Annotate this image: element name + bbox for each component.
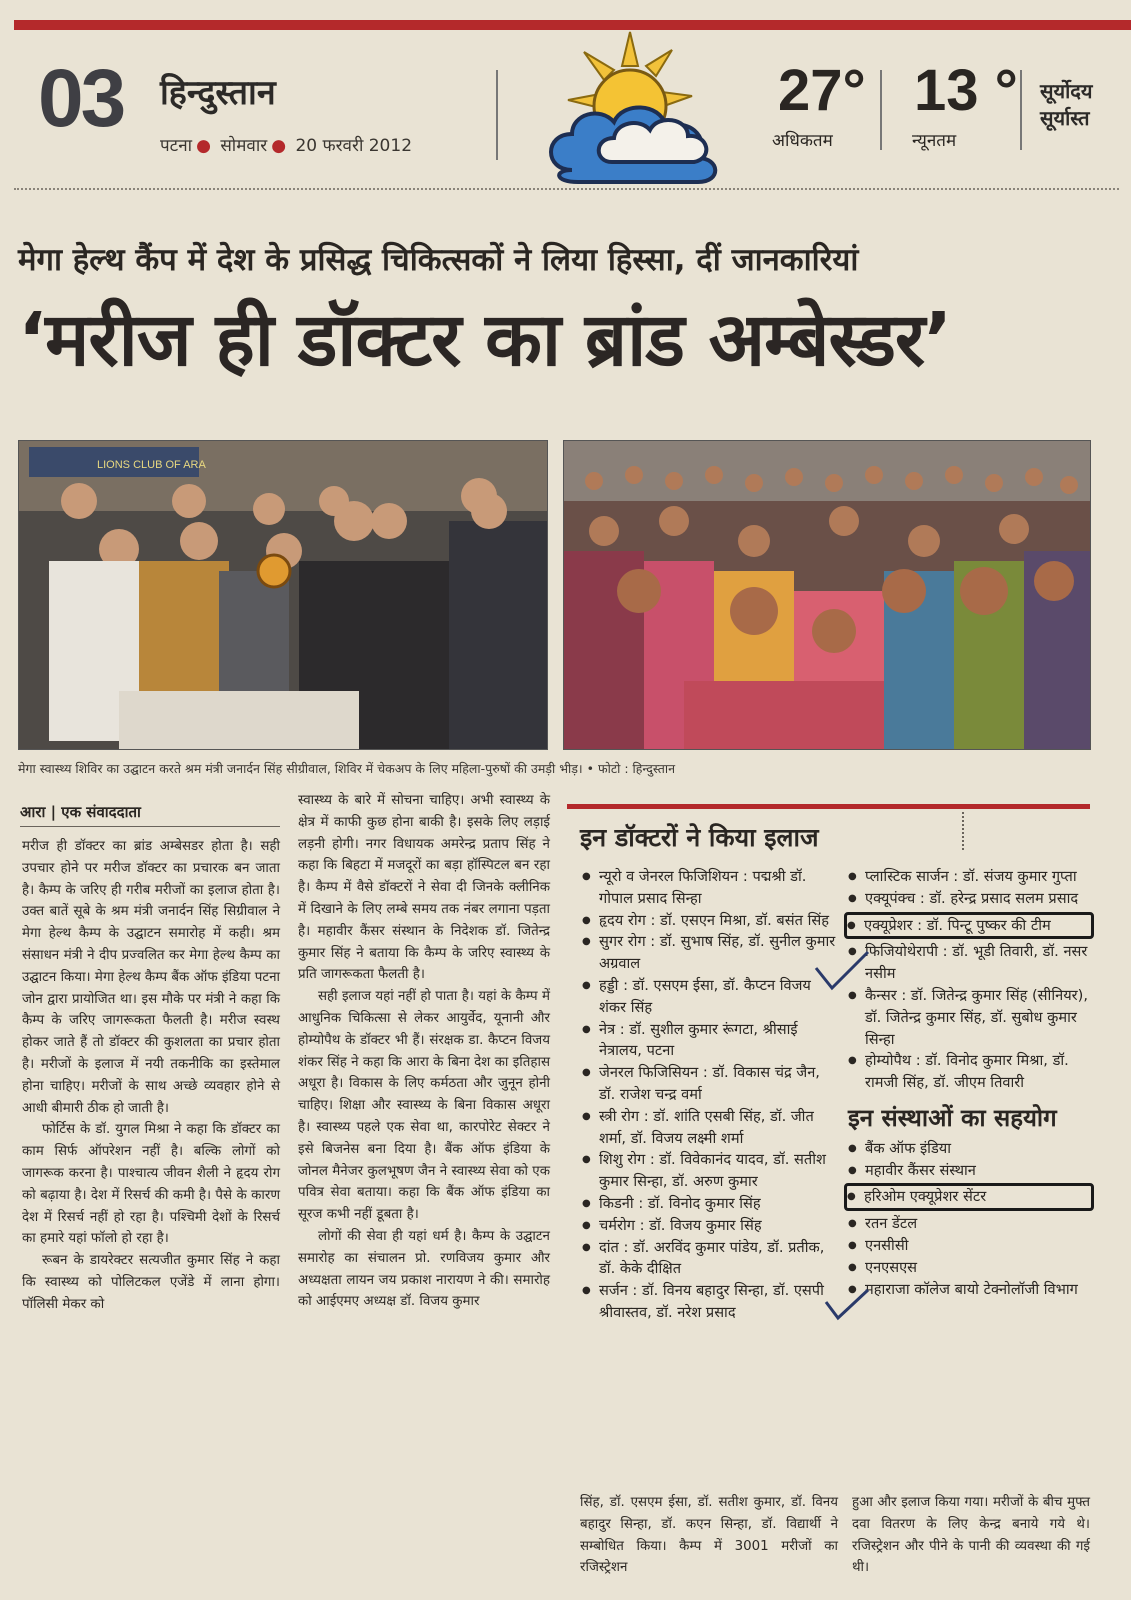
sun-divider (1020, 70, 1022, 150)
doctor-item: ● शिशु रोग : डॉ. विवेकानंद यादव, डॉ. सतीश कुमार सिन्हा, डॉ. अरुण कुमार (582, 1149, 837, 1193)
temp-divider (880, 70, 882, 150)
article-kicker: मेगा हेल्थ कैंप में देश के प्रसिद्ध चिकित्सकों ने लिया हिस्सा, दीं जानकारियां (18, 242, 859, 278)
sun-times (1040, 78, 1093, 132)
article-column-4 (852, 1492, 1090, 1579)
col2-para-1: स्वास्थ्य के बारे में सोचना चाहिए। अभी स्वास्थ्य के क्षेत्र में काफी कुछ होना बाकी है। इसके लिए लड़ाई लड़नी होगी। नगर विधायक अमरेन्द्र प्रताप सिंह ने कहा कि बिहटा में मजदूरों का बड़ा हॉस्पिटल बन रहा है। कैम्प में वैसे डॉक्टरों ने सेवा दी जिनके क्लीनिक में दिखाने के लिए लम्बे समय तक नंबर लगाना पड़ता है। महावीर कैंसर संस्थान के निदेशक डॉ. जितेन्द्र कुमार सिंह ने बताया कि कैम्प के जरिए स्वास्थ्य के प्रति जागरूकता फैलती है। (298, 793, 550, 983)
doctor-item: ● स्त्री रोग : डॉ. शांति एसबी सिंह, डॉ. जीत शर्मा, डॉ. विजय लक्ष्मी शर्मा (582, 1106, 837, 1150)
doctor-item: ● प्लास्टिक सार्जन : डॉ. संजय कुमार गुप्ता (848, 866, 1088, 888)
doctor-item: ● जेनरल फिजिसियन : डॉ. विकास चंद्र जैन, डॉ. राजेश चन्द्र वर्मा (582, 1062, 837, 1106)
dateline-city: पटना (160, 136, 193, 156)
max-temperature: 27° (778, 58, 866, 123)
support-item: ● एनएसएस (848, 1257, 1088, 1279)
dateline-date: 20 फरवरी 2012 (295, 136, 413, 156)
photo-caption: मेगा स्वास्थ्य शिविर का उद्घाटन करते श्रम मंत्री जनार्दन सिंह सीग्रीवाल, शिविर में चेकअप के लिए महिला-पुरुषों की उमड़ी भीड़। • फोटो : हिन्दुस्तान (18, 761, 676, 776)
doctors-list-left (582, 866, 837, 1324)
doctor-item: ● न्यूरो व जेनरल फिजिशियन : पद्मश्री डॉ. गोपाल प्रसाद सिन्हा (582, 866, 837, 910)
dateline-day: सोमवार (220, 136, 268, 156)
support-item: ● रतन डेंटल (848, 1213, 1088, 1235)
col1-para-2: फोर्टिस के डॉ. युगल मिश्रा ने कहा कि डॉक्टर का काम सिर्फ ऑपरेशन नहीं है। बल्कि लोगों को जागरूक करना है। पाश्चात्य जीवन शैली ने हृदय रोग को बढ़ाया है। देश में रिसर्च की कमी है। पैसे के कारण देश में रिसर्च नहीं हो रहा है। पश्चिमी देशों के रिसर्च का हमारे यहां फॉलो हो रहा है। (22, 1122, 280, 1247)
col1-para-3: रूबन के डायरेक्टर सत्यजीत कुमार सिंह ने कहा कि स्वास्थ्य को पोलिटकल एजेंडे में लाना होगा। पॉलिसी मेकर को (22, 1253, 280, 1312)
col4-para: हुआ और इलाज किया गया। मरीजों के बीच मुफ्त दवा वितरण के लिए केन्द्र बनाये गये थे। रजिस्ट्रेशन और पीने के पानी की व्यवस्था की गई थी। (852, 1495, 1090, 1576)
doctor-item: ● चर्मरोग : डॉ. विजय कुमार सिंह (582, 1215, 837, 1237)
doctor-item: ● हृदय रोग : डॉ. एसएन मिश्रा, डॉ. बसंत सिंह (582, 910, 837, 932)
byline: आरा | एक संवाददाता (20, 803, 141, 821)
col2-para-2: सही इलाज यहां नहीं हो पाता है। यहां के कैम्प में आधुनिक चिकित्सा से लेकर आयुर्वेद, यूनानी और होम्योपैथ के डॉक्टर भी हैं। संरक्षक डा. कैप्टन विजय शंकर सिंह ने कहा कि आरा के बिना देश का इतिहास अधूरा है। विकास के लिए कर्मठता और जुनून होनी चाहिए। शिक्षा और स्वास्थ्य के बिना विकास अधूरा है। स्वास्थ्य पहले एक सेवा था, कारपोरेट सेक्टर ने इसे बिजनेस बना दिया है। बैंक ऑफ इंडिया के जोनल मैनेजर कुलभूषण जैन ने स्वास्थ्य सेवा को एक पवित्र सेवा बताया। कहा कि बैंक ऑफ इंडिया का सूरज कभी नहीं डूबता है। (298, 989, 550, 1223)
doctors-list-right (848, 866, 1088, 1300)
doctor-item: ● कैन्सर : डॉ. जितेन्द्र कुमार सिंह (सीनियर), डॉ. जितेन्द्र कुमार सिंह, डॉ. सुबोध कुमार सिन्हा (848, 985, 1088, 1050)
banner-text: LIONS CLUB OF ARA (97, 459, 206, 471)
doctor-item: ● दांत : डॉ. अरविंद कुमार पांडेय, डॉ. प्रतीक, डॉ. केके दीक्षित (582, 1237, 837, 1281)
support-item: ● महाराजा कॉलेज बायो टेक्नोलॉजी विभाग (848, 1279, 1088, 1301)
support-item: ● महावीर कैंसर संस्थान (848, 1160, 1088, 1182)
doctor-item: ● होम्योपैथ : डॉ. विनोद कुमार मिश्रा, डॉ. रामजी सिंह, डॉ. जीएम तिवारी (848, 1050, 1088, 1094)
doctor-item: ● सुगर रोग : डॉ. सुभाष सिंह, डॉ. सुनील कुमार अग्रवाल (582, 931, 837, 975)
support-item-circled: ● हरिओम एक्यूप्रेशर सेंटर (844, 1183, 1094, 1211)
pen-check-mark-icon (812, 948, 872, 998)
sunrise-label: सूर्योदय (1040, 79, 1093, 103)
support-title: इन संस्थाओं का सहयोग (848, 1103, 1057, 1132)
photo-inauguration (18, 440, 548, 750)
newspaper-name: हिन्दुस्तान (160, 73, 276, 113)
doctor-item: ● सर्जन : डॉ. विनय बहादुर सिन्हा, डॉ. एसपी श्रीवास्तव, डॉ. नरेश प्रसाद (582, 1280, 837, 1324)
max-temperature-label: अधिकतम (772, 131, 833, 151)
page-number: 03 (38, 53, 124, 144)
masthead-divider (496, 70, 498, 160)
doctor-item: ● नेत्र : डॉ. सुशील कुमार रूंगटा, श्रीसाई नेत्रालय, पटना (582, 1019, 837, 1063)
doctors-box-rule (567, 804, 1090, 809)
doctor-item: ● फिजियोथेरापी : डॉ. भूडी तिवारी, डॉ. नसर नसीम (848, 941, 1088, 985)
weather-sun-cloud-icon (542, 30, 762, 190)
col1-para-1: मरीज ही डॉक्टर का ब्रांड अम्बेसडर होता है। सही उपचार होने पर मरीज डॉक्टर का प्रचारक बन जाता है। कैम्प के जरिए ही गरीब मरीजों का इलाज होता है। उक्त बातें सूबे के श्रम मंत्री जनार्दन सिंह सिग्रीवाल ने मेगा हेल्थ कैम्प के उद्घाटन समारोह में कही। श्रम संसाधन मंत्री ने दीप प्रज्वलित कर मेगा हेल्थ कैम्प का उद्घाटन किया। मेगा हेल्थ कैम्प बैंक ऑफ इंडिया पटना जोन द्वारा प्रायोजित था। इस मौके पर मंत्री ने कहा कि कैम्प के जरिए जागरूकता फैलती है। मरीज स्वस्थ होकर जाते हैं तो डॉक्टर की कुशलता का प्रचार होता है। मरीजों के इलाज में नयी तकनीकि का इस्तेमाल होना चाहिए। मरीजों के साथ अच्छे व्यवहार होने से आधी बीमारी ठीक हो जाती है। (22, 839, 280, 1116)
support-item: ● बैंक ऑफ इंडिया (848, 1138, 1088, 1160)
byline-rule (20, 826, 280, 827)
support-item: ● एनसीसी (848, 1235, 1088, 1257)
doctor-item: ● हड्डी : डॉ. एसएम ईसा, डॉ. कैप्टन विजय शंकर सिंह (582, 975, 837, 1019)
doctors-box-title: इन डॉक्टरों ने किया इलाज (580, 823, 819, 852)
article-column-3 (580, 1492, 838, 1579)
col3-para: सिंह, डॉ. एसएम ईसा, डॉ. सतीश कुमार, डॉ. विनय बहादुर सिन्हा, डॉ. कएन सिन्हा, डॉ. विद्यार्थी ने सम्बोधित किया। कैम्प में 3001 मरीजों का रजिस्ट्रेशन (580, 1495, 838, 1576)
doctor-item: ● किडनी : डॉ. विनोद कुमार सिंह (582, 1193, 837, 1215)
col2-para-3: लोगों की सेवा ही यहां धर्म है। कैम्प के उद्घाटन समारोह का संचालन प्रो. रणविजय कुमार और अध्यक्षता लायन जय प्रकाश नारायण ने की। समारोह को आईएमए अध्यक्ष डॉ. विजय कुमार (298, 1228, 550, 1310)
article-column-1 (22, 836, 280, 1316)
pen-check-mark-icon (822, 1286, 872, 1326)
doctors-box-divider (962, 812, 964, 850)
photo-crowd (563, 440, 1091, 750)
top-red-rule (14, 20, 1131, 30)
doctor-item-circled: ● एक्यूप्रेशर : डॉ. पिन्टू पुष्कर की टीम (844, 912, 1094, 940)
dateline: पटना ● सोमवार ● 20 फरवरी 2012 (160, 136, 413, 156)
sunset-label: सूर्यास्त (1040, 106, 1090, 130)
article-headline: ‘मरीज ही डॉक्टर का ब्रांड अम्बेस्डर’ (18, 297, 952, 383)
photo-inauguration-image (19, 441, 547, 749)
doctor-item: ● एक्यूपंक्च : डॉ. हरेन्द्र प्रसाद सलम प्रसाद (848, 888, 1088, 910)
min-temperature: 13 ° (914, 58, 1018, 123)
min-temperature-label: न्यूनतम (912, 131, 957, 151)
article-column-2 (298, 790, 550, 1313)
masthead-dotted-rule (14, 188, 1119, 190)
photo-crowd-image (564, 441, 1090, 749)
